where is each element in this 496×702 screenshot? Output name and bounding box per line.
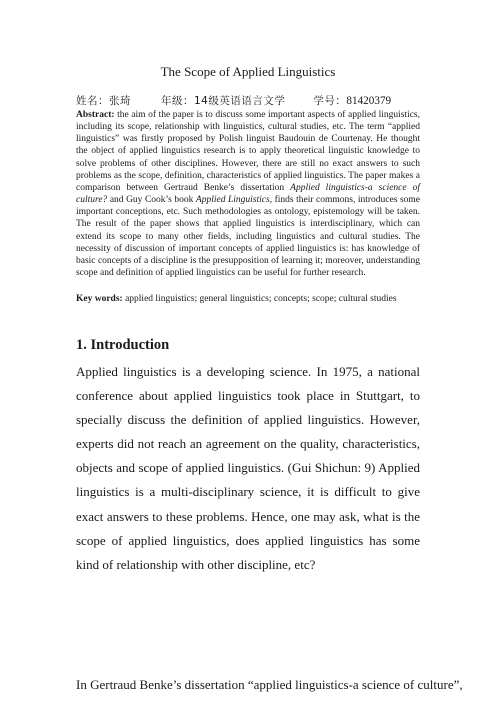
abstract-text-3: , finds their commons, introduces some important conceptions, etc. Such methodologies as ontology, epistemology will be taken. The result of the paper shows that applied linguistics is interdisciplinary, which can extend its scope to many other fields, including linguistics and cultural studies. The necessity of discussion of important concepts of applied linguistics is: has knowledge of basic concepts of a discipline is the presupposition of learning it; moreover, understanding scope and definition of applied linguistics can be useful for further research. [76,195,421,279]
abstract-dissertation-title: Applied linguistics-a science of culture? [76,182,420,206]
abstract [76,109,420,279]
body-paragraph-2: In Gertraud Benke’s dissertation “applied linguistics-a science of culture”, [76,677,463,692]
student-id-value: 81420379 [346,95,392,107]
abstract-text-2: and Guy Cook’s book [107,195,196,206]
paper-title: The Scope of Applied Linguistics [160,64,336,79]
section-heading: 1. Introduction [76,337,170,353]
author-info [76,93,436,108]
student-id-label: 学号： [313,95,347,107]
abstract-label: Abstract: [76,110,115,120]
abstract-text-1: the aim of the paper is to discuss some important aspects of applied linguistics, including its scope, relationship with linguistics, cultural studies, etc. The term “applied linguistics” was firstly proposed by Polish linguist Baudouin de Courtenay. He thought the object of applied linguistics research is to apply theoretical linguistic knowledge to solve problems of other disciplines. However, there are still no exact answers to such problems as the scope, definition, characteristics of applied linguistics. The paper makes a comparison between Gertraud Benke’s dissertation [76,110,420,193]
author-name: 姓名：张琦 [76,95,131,107]
keywords-label: Key words: [76,294,123,304]
author-grade: 年级：14级英语语言文学 [161,95,286,107]
abstract-book-title: Applied Linguistics [195,195,270,206]
keywords-text: applied linguistics; general linguistics; concepts; scope; cultural studies [122,294,397,304]
keywords [76,293,420,305]
body-paragraph-1: Applied linguistics is a developing science. In 1975, a national conference about applied linguistics took place in Stuttgart, to specially discuss the definition of applied linguistics. However, experts did not reach an agreement on the quality, characteristics, objects and scope of applied linguistics. (Gui Shichun: 9) Applied linguistics is a multi-disciplinary science, it is difficult to give exact answers to these problems. Hence, one may ask, what is the scope of applied linguistics, does applied linguistics has some kind of relationship with other discipline, etc? [76,364,420,572]
